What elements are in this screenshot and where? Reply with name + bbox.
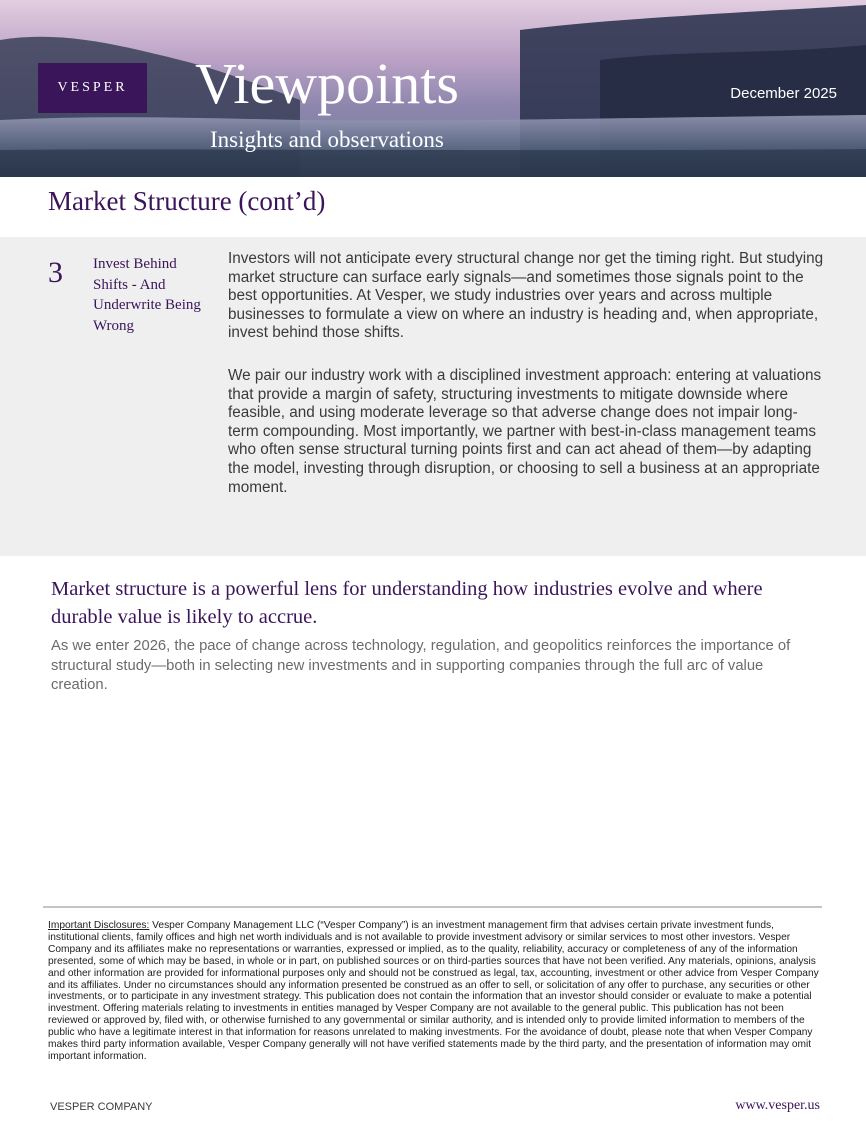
section-title: Market Structure (cont’d) (48, 186, 326, 216)
vesper-logo: VESPER (38, 63, 147, 113)
footer-website-link[interactable]: www.vesper.us (735, 1098, 820, 1113)
issue-date: December 2025 (730, 85, 837, 102)
disclosures (48, 920, 820, 1063)
disclosures-label: Important Disclosures: (48, 920, 150, 931)
header-banner (0, 0, 866, 177)
section-number: 3 (48, 256, 63, 289)
side-heading: Invest Behind Shifts - And Underwrite Being Wrong (93, 256, 201, 334)
footer-company: VESPER COMPANY (50, 1101, 153, 1113)
publication-title: Viewpoints (195, 51, 459, 116)
body-paragraph-2: We pair our industry work with a disciplined investment approach: entering at valuations that provide a margin of safety, structuring investments to mitigate downside where feasible, and using moderate leverage so that adverse change does not impair long-term compounding. Most importantly, we partner with best-in-class management teams who often sense structural turning points first and can act ahead of them—by adapting the model, investing through disruption, or choosing to sell a business at an appropriate moment. (228, 367, 822, 496)
body-paragraph-1: Investors will not anticipate every structural change nor get the timing right. But studying market structure can surface early signals—and sometimes those signals point to the best opportunities. At Vesper, we study industries over years and across multiple businesses to formulate a view on where an industry is heading and, when appropriate, invest behind those shifts. (228, 250, 824, 342)
disclosures-text: Vesper Company Management LLC (“Vesper Company”) is an investment management firm that advises certain private investment funds, institutional clients, family offices and high net worth individuals and is not available to provide investment advisory or similar services to most other investors. Vesper Company and its affiliates make no representations or warranties, expressed or implied, as to the quality, reliability, accuracy or completeness of any of the information presented, some of which may be based, in whole or in part, on published sources or on third-parties sources that have not been verified. Any materials, opinions, analysis and other information are provided for informational purposes only and should not be construed as legal, tax, accounting, investment or other advice from Vesper Company and its affiliates. Under no circumstances should any information presented be construed as an offer to sell, or solicitation of any offer to purchase, any securities or other investments, or to participate in any investment strategy. This publication does not contain the information that an investor should consider or evaluate to make a potential investment. Offering materials relating to investments in entities managed by Vesper Company are not available to the general public. This publication has not been reviewed or approved by, filed with, or otherwise furnished to any governmental or similar authority, and is intended only to provide limited information to members of the public who have a legitimate interest in that information for reasons unrelated to making investments. For the avoidance of doubt, please note that when Vesper Company makes third party information available, Vesper Company generally will not have verified statements made by the third party, and the presentation of information may omit important information. (48, 920, 819, 1062)
divider (43, 906, 822, 908)
closing-paragraph: As we enter 2026, the pace of change across technology, regulation, and geopolitics reinforces the importance of structural study—both in selecting new investments and in supporting companies through the full arc of value creation. (51, 638, 791, 693)
publication-subtitle: Insights and observations (210, 127, 444, 152)
pull-quote: Market structure is a powerful lens for understanding how industries evolve and where durable value is likely to accrue. (51, 578, 763, 628)
